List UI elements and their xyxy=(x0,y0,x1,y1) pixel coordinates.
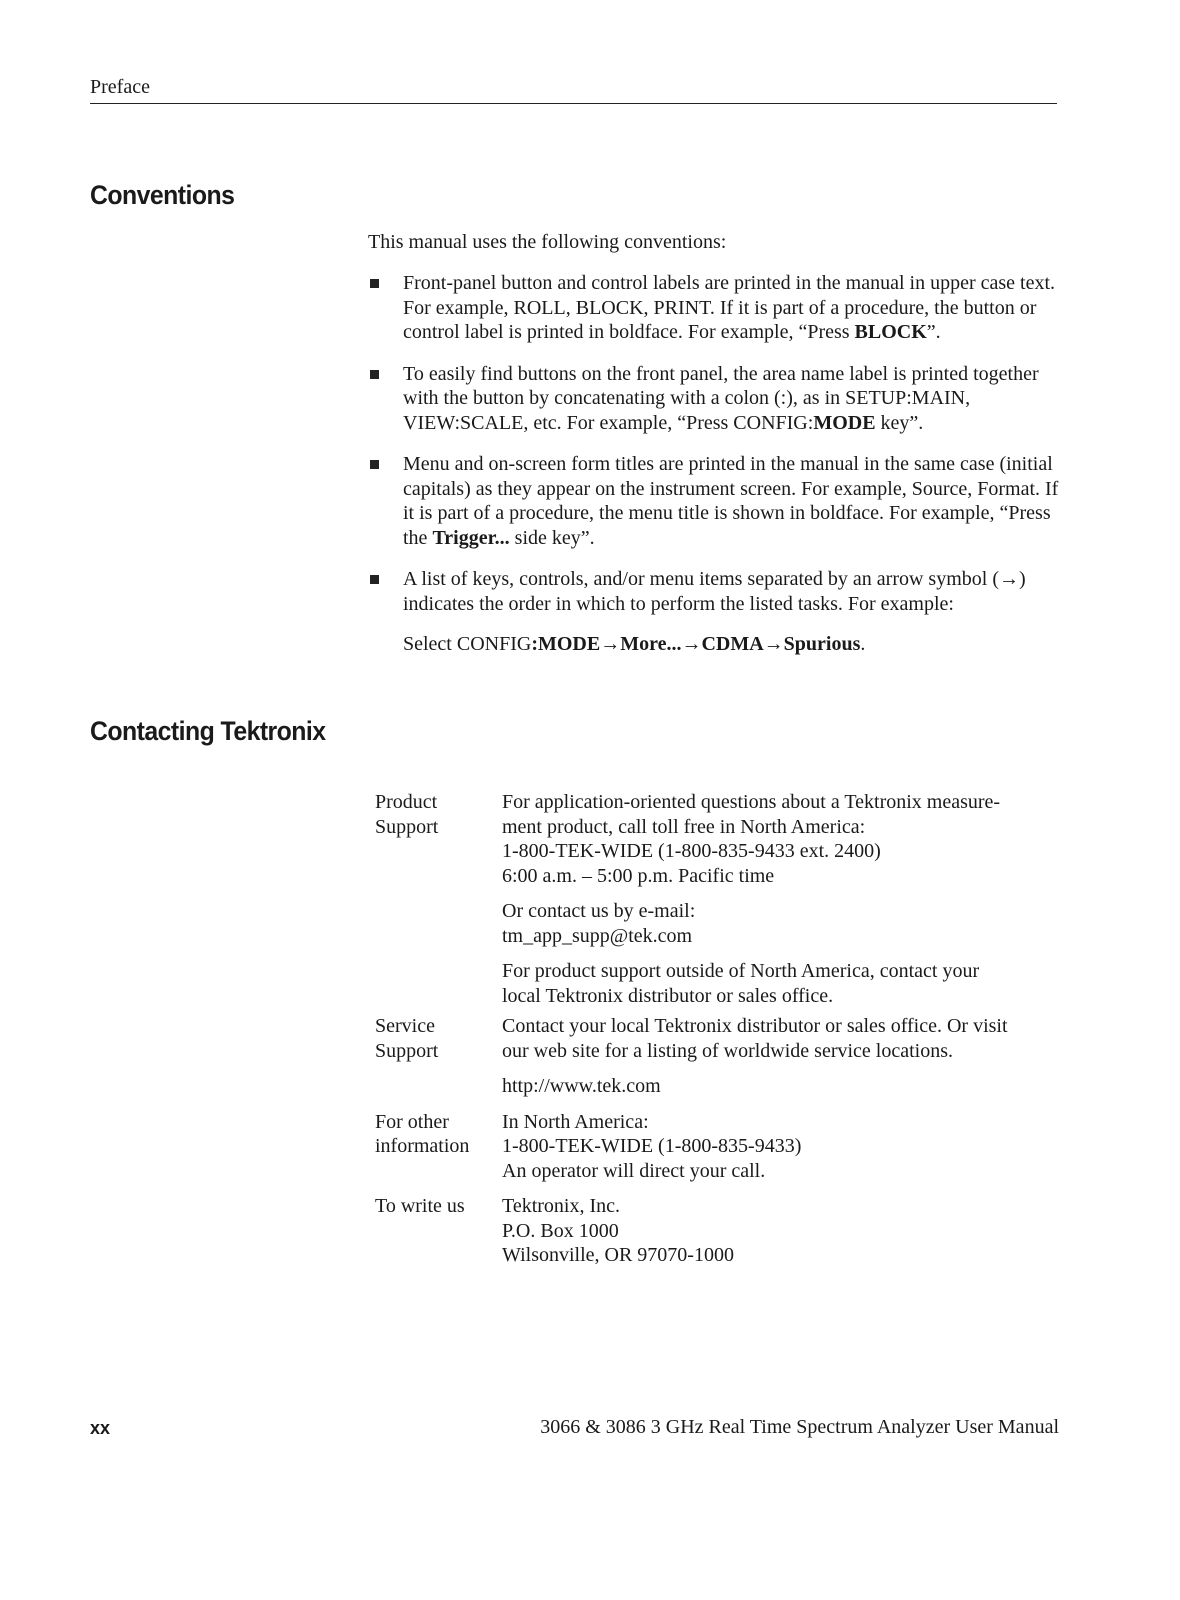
contact-line: Or contact us by e-mail: xyxy=(502,900,696,922)
running-header: Preface xyxy=(90,76,150,98)
convention-bullet xyxy=(368,567,1068,657)
contact-row xyxy=(375,1194,1055,1279)
contact-row-label xyxy=(375,790,502,1014)
contact-table xyxy=(375,790,1055,1279)
contact-row-body xyxy=(502,1194,1055,1279)
example-text: Select CONFIG xyxy=(403,633,532,655)
contact-row xyxy=(375,790,1055,1014)
bullet-text: side key”. xyxy=(509,526,595,549)
convention-bullet xyxy=(368,271,1068,345)
contact-row-body xyxy=(502,1014,1055,1110)
contact-line: In North America: xyxy=(502,1110,649,1133)
conventions-heading: Conventions xyxy=(90,180,235,210)
label-line: information xyxy=(375,1135,470,1157)
header-rule xyxy=(90,103,1057,104)
example-text: . xyxy=(860,633,866,655)
contact-line: Contact your local Tektronix distributor or sales office. Or visit xyxy=(502,1015,1008,1037)
contact-paragraph xyxy=(502,899,1055,948)
contact-line: Tektronix, Inc. xyxy=(502,1195,621,1217)
convention-example xyxy=(403,632,1068,657)
bullet-square-icon xyxy=(370,279,379,288)
contact-line: 1-800-TEK-WIDE (1-800-835-9433) xyxy=(502,1135,802,1157)
contact-row xyxy=(375,1014,1055,1110)
bullet-square-icon xyxy=(370,460,379,469)
bullet-text: Menu and on-screen form titles are printed in the manual in the same case (initial capitals) as they appear on the instrument screen. For example, Source, Format. If it is part of a procedure, the menu title is shown in boldface. For example, “Press the xyxy=(403,453,1059,549)
contact-row-body xyxy=(502,1110,1055,1195)
contact-row-body xyxy=(502,790,1055,1014)
bullet-square-icon xyxy=(370,575,379,584)
contact-line: http://www.tek.com xyxy=(502,1075,661,1097)
contact-row-label xyxy=(375,1194,502,1279)
label-line: For other xyxy=(375,1110,449,1133)
conventions-intro: This manual uses the following conventions: xyxy=(368,231,727,253)
contact-line: 1-800-TEK-WIDE (1-800-835-9433 ext. 2400) xyxy=(502,840,881,862)
bullet-bold: Trigger... xyxy=(432,526,510,549)
bullet-text: To easily find buttons on the front panel, the area name label is printed together with the button by concatenating with a colon (:), as in SETUP:MAIN, VIEW:SCALE, etc. For example, “Press CONFIG: xyxy=(403,362,1039,434)
bullet-text: key”. xyxy=(875,411,924,434)
bullet-bold: BLOCK xyxy=(854,321,927,343)
label-line: Product xyxy=(375,791,438,813)
contact-line: 6:00 a.m. – 5:00 p.m. Pacific time xyxy=(502,864,775,887)
bullet-bold: MODE xyxy=(813,411,876,434)
contact-paragraph xyxy=(502,1110,1055,1184)
bullet-square-icon xyxy=(370,370,379,379)
contact-line: An operator will direct your call. xyxy=(502,1159,766,1182)
contacting-heading: Contacting Tektronix xyxy=(90,716,326,746)
contact-line: For application-oriented questions about a Tektronix measure- xyxy=(502,791,1001,813)
convention-bullet xyxy=(368,452,1068,550)
label-line: Support xyxy=(375,1039,439,1062)
bullet-text: ”. xyxy=(926,321,941,343)
example-bold: :MODE→More...→CDMA→Spurious xyxy=(531,633,861,655)
conventions-list xyxy=(368,271,1068,674)
label-line: Support xyxy=(375,815,439,838)
contact-paragraph xyxy=(502,1074,1055,1099)
bullet-text: A list of keys, controls, and/or menu items separated by an arrow symbol (→) indicates the order in which to perform the listed tasks. For example: xyxy=(403,568,1026,615)
contact-paragraph xyxy=(502,1014,1055,1063)
page-number: xx xyxy=(90,1418,111,1438)
contact-line: local Tektronix distributor or sales office. xyxy=(502,984,834,1007)
contact-row xyxy=(375,1110,1055,1195)
contact-line: For product support outside of North America, contact your xyxy=(502,960,980,982)
contact-paragraph xyxy=(502,1194,1055,1268)
contact-line: Wilsonville, OR 97070-1000 xyxy=(502,1244,734,1266)
footer-manual-title: 3066 & 3086 3 GHz Real Time Spectrum Analyzer User Manual xyxy=(540,1416,1059,1438)
contact-line: ment product, call toll free in North America: xyxy=(502,815,866,838)
contact-paragraph xyxy=(502,959,1055,1008)
bullet-text: Front-panel button and control labels are printed in the manual in upper case text. For example, ROLL, BLOCK, PRINT. If it is part of a procedure, the button or control label is printed in boldface. For example, “Press xyxy=(403,272,1056,343)
contact-line: our web site for a listing of worldwide service locations. xyxy=(502,1039,953,1062)
contact-line: tm_app_supp@tek.com xyxy=(502,924,693,947)
label-line: Service xyxy=(375,1015,435,1037)
contact-row-label xyxy=(375,1110,502,1195)
label-line: To write us xyxy=(375,1195,465,1217)
contact-line: P.O. Box 1000 xyxy=(502,1219,619,1242)
contact-paragraph xyxy=(502,790,1055,888)
contact-row-label xyxy=(375,1014,502,1110)
convention-bullet xyxy=(368,362,1068,436)
